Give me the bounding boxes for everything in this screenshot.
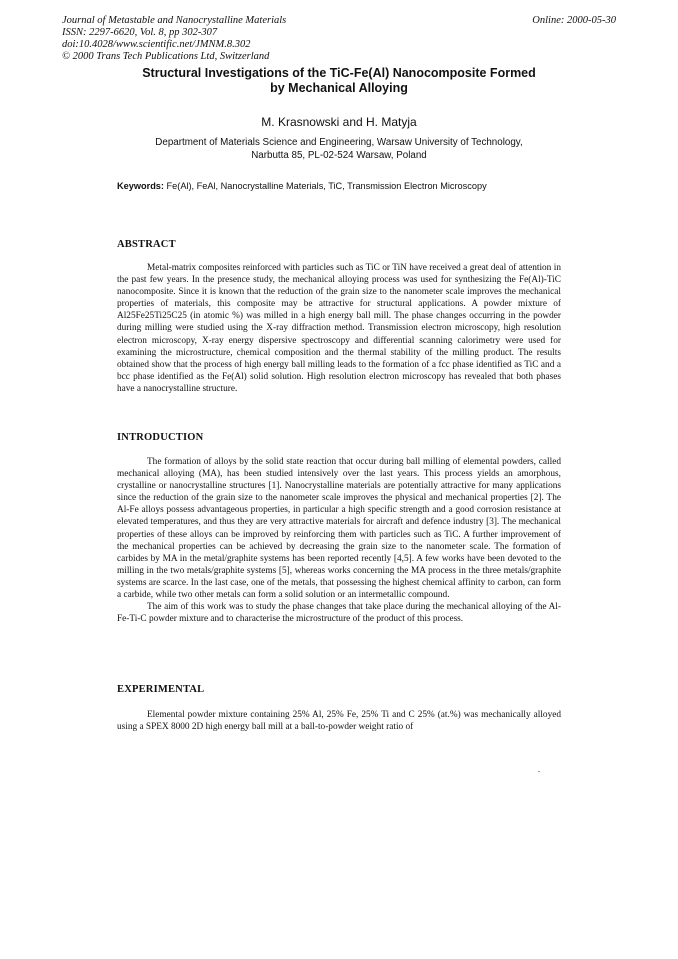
experimental-paragraph-1: Elemental powder mixture containing 25% Al, 25% Fe, 25% Ti and C 25% (at.%) was mechanically alloyed using a SPEX 8000 2D high energy ball mill at a ball-to-powder weight ratio of: [117, 710, 561, 733]
affiliation-line-2: Narbutta 85, PL-02-524 Warsaw, Poland: [251, 149, 427, 161]
keywords: [117, 181, 587, 191]
paper-title: [60, 66, 618, 96]
journal-name: Journal of Metastable and Nanocrystalline Materials: [62, 15, 287, 26]
affiliation: [60, 137, 618, 162]
affiliation-line-1: Department of Materials Science and Engineering, Warsaw University of Technology,: [155, 137, 523, 148]
online-date: Online: 2000-05-30: [532, 15, 616, 26]
keywords-label: Keywords:: [117, 181, 164, 191]
issn-line: ISSN: 2297-6620, Vol. 8, pp 302-307: [62, 27, 218, 38]
introduction-heading: INTRODUCTION: [117, 432, 204, 443]
title-line-2: by Mechanical Alloying: [270, 81, 408, 95]
doi-line[interactable]: doi:10.4028/www.scientific.net/JMNM.8.302: [62, 39, 251, 50]
authors: M. Krasnowski and H. Matyja: [261, 115, 417, 129]
abstract-paragraph: Metal-matrix composites reinforced with particles such as TiC or TiN have received a great deal of attention in the past few years. In the presence study, the mechanical alloying process was used for synthesizing the Fe(Al)-TiC nanocomposite. Since it is known that the reduction of the grain size to the nanometer scale improves the mechanical properties of materials, this composite may be attractive for structural applications. A powder mixture of Al25Fe25Ti25C25 (in atomic %) was milled in a high energy ball mill. The phase changes occurring in the powder during milling were studied using the X-ray diffraction method. Transmission electron microscopy, high resolution electron microscopy, X-ray energy dispersive spectroscopy and differential scanning calorimetry were used for examining the microstructure, chemical composition and the thermal stability of the milling product. The results obtained show that the process of high energy ball milling leads to the formation of a fcc phase identified as TiC and a bcc phase identified as the Fe(Al) solid solution. High resolution electron microscopy has revealed that both phases have a nanocrystalline structure.: [117, 263, 561, 394]
title-line-1: Structural Investigations of the TiC-Fe(Al) Nanocomposite Formed: [142, 66, 536, 80]
abstract-heading: ABSTRACT: [117, 239, 176, 250]
scan-speck: [538, 771, 540, 772]
journal-header: [62, 15, 286, 63]
abstract-body: [117, 262, 561, 395]
experimental-body: [117, 709, 561, 733]
introduction-paragraph-1: The formation of alloys by the solid state reaction that occur during ball milling of elemental powders, called mechanical alloying (MA), has been studied intensively over the last years. This process yields an amorphous, crystalline or nanocrystalline structures [1]. Nanocrystalline materials are potentially attractive for many applications since the reduction of the grain size to the nanometer scale improves the physical and mechanical properties [2]. The Al-Fe alloys possess advantageous properties, in particular a high specific strength and a good corrosion resistance at elevated temperatures, and thus they are very attractive materials for aircraft and defence industry [3]. The mechanical properties of these alloys can be improved by reinforcing them with particles such as TiC. A further improvement of the mechanical properties can be achieved by decreasing the grain size to the nanometer scale. The formation of carbides by MA in the metal/graphite systems has been reported recently [4,5]. A few works have been devoted to the milling in the two metals/graphite systems [5], whereas works concerning the MA process in the three metals/graphite systems are scarce. In the last case, one of the metals, that possessing the highest chemical affinity to carbon, can form a carbide, while two other metals can form a solid solution or an intermetallic compound.: [117, 457, 561, 601]
introduction-body: [117, 456, 561, 625]
introduction-paragraph-2: The aim of this work was to study the phase changes that take place during the mechanical alloying of the Al-Fe-Ti-C powder mixture and to characterise the microstructure of the product of this process.: [117, 602, 561, 625]
keywords-list: Fe(Al), FeAl, Nanocrystalline Materials, TiC, Transmission Electron Microscopy: [166, 181, 487, 191]
experimental-heading: EXPERIMENTAL: [117, 684, 205, 695]
copyright-line: © 2000 Trans Tech Publications Ltd, Switzerland: [62, 51, 270, 62]
